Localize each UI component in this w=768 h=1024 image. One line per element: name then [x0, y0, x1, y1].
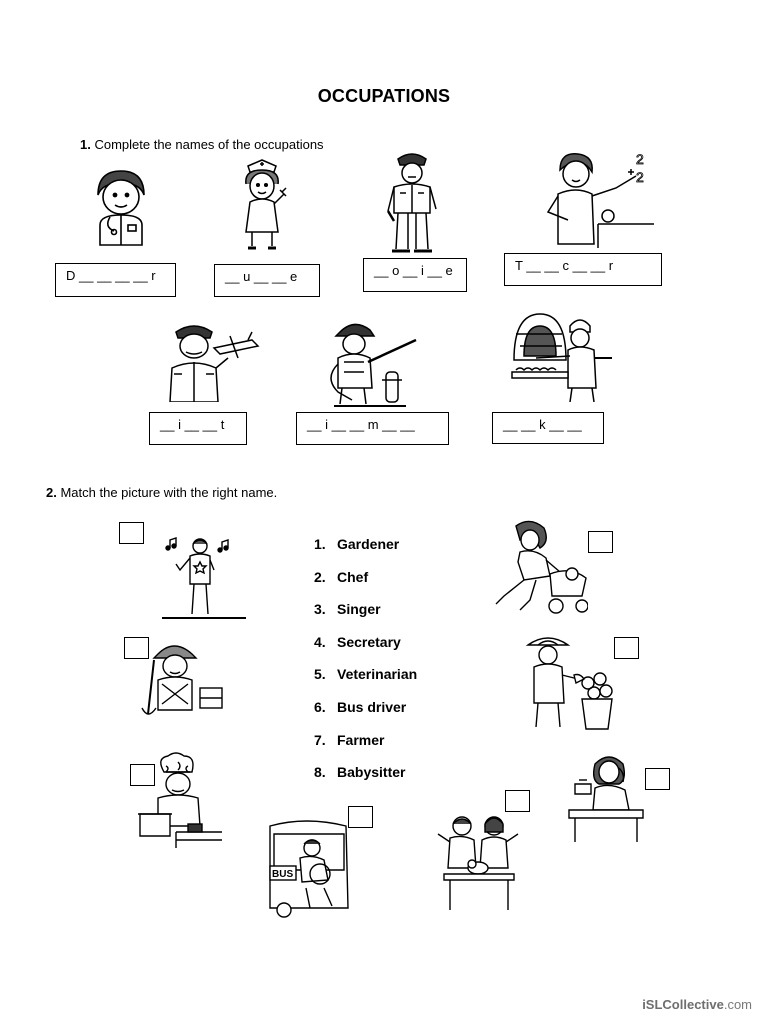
list-item-label: Babysitter	[337, 764, 406, 781]
blank-word-4: T __ __ c __ __ r	[504, 253, 662, 286]
list-item-number: 7.	[314, 731, 326, 748]
footer-domain: .com	[723, 997, 752, 1012]
list-item	[314, 535, 417, 568]
svg-text:2: 2	[636, 169, 644, 185]
list-item-label: Gardener	[337, 536, 400, 552]
list-item	[314, 665, 417, 698]
blank-word-1: D __ __ __ __ r	[55, 263, 176, 297]
occupation-word-list	[314, 535, 417, 796]
answer-box-singer[interactable]	[119, 522, 144, 544]
answer-box-veterinarian[interactable]	[505, 790, 530, 812]
farmer-picture	[140, 640, 224, 720]
blank-word-3: __ o __ i __ e	[363, 258, 467, 292]
list-item	[314, 698, 417, 731]
list-item-label: Veterinarian	[337, 666, 418, 683]
chef-picture	[136, 752, 224, 848]
svg-text:2: 2	[636, 151, 644, 167]
list-item-number: 5.	[314, 666, 326, 683]
section-1-heading	[80, 137, 324, 152]
list-item	[314, 568, 417, 601]
doctor-picture	[84, 165, 158, 247]
answer-box-bus-driver[interactable]	[348, 806, 373, 828]
nurse-picture	[232, 156, 292, 254]
list-item-label: Secretary	[337, 633, 401, 650]
list-item-number: 1.	[314, 536, 326, 552]
list-item	[314, 633, 417, 666]
footer-site: iSLCollective	[642, 997, 724, 1012]
list-item-number: 2.	[314, 568, 326, 585]
gardener-picture	[524, 633, 614, 733]
blank-word-5: __ i __ __ t	[149, 412, 247, 445]
baker-picture	[510, 310, 614, 402]
list-item	[314, 731, 417, 764]
section-2-number: 2.	[46, 485, 57, 500]
answer-box-gardener[interactable]	[614, 637, 639, 659]
babysitter-picture	[490, 518, 588, 616]
list-item	[314, 763, 417, 796]
section-1-number: 1.	[80, 137, 91, 152]
section-2-instruction: Match the picture with the right name.	[60, 485, 278, 500]
bus-driver-picture	[266, 818, 350, 918]
list-item-number: 4.	[314, 633, 326, 650]
list-item	[314, 600, 417, 633]
list-item-number: 6.	[314, 698, 326, 715]
answer-box-secretary[interactable]	[645, 768, 670, 790]
list-item-label: Chef	[337, 568, 369, 585]
list-item-label: Bus driver	[337, 698, 407, 715]
veterinarian-picture	[434, 812, 522, 912]
list-item-number: 3.	[314, 601, 326, 618]
bus-sign: BUS	[272, 869, 294, 880]
blank-word-2: __ u __ __ e	[214, 264, 320, 297]
section-2-heading	[46, 485, 277, 500]
blank-word-7: __ __ k __ __	[492, 412, 604, 444]
teacher-picture	[538, 150, 654, 248]
singer-picture	[160, 534, 246, 620]
footer-watermark	[642, 997, 752, 1012]
pilot-picture	[164, 318, 266, 402]
list-item-label: Singer	[337, 601, 381, 618]
list-item-label: Farmer	[337, 731, 385, 748]
police-picture	[384, 147, 440, 255]
secretary-picture	[565, 750, 645, 842]
answer-box-babysitter[interactable]	[588, 531, 613, 553]
firefighter-picture	[318, 318, 418, 408]
page-title: OCCUPATIONS	[317, 86, 451, 106]
blank-word-6: __ i __ __ m __ __	[296, 412, 449, 445]
section-1-instruction: Complete the names of the occupations	[94, 137, 324, 152]
list-item-number: 8.	[314, 764, 326, 781]
